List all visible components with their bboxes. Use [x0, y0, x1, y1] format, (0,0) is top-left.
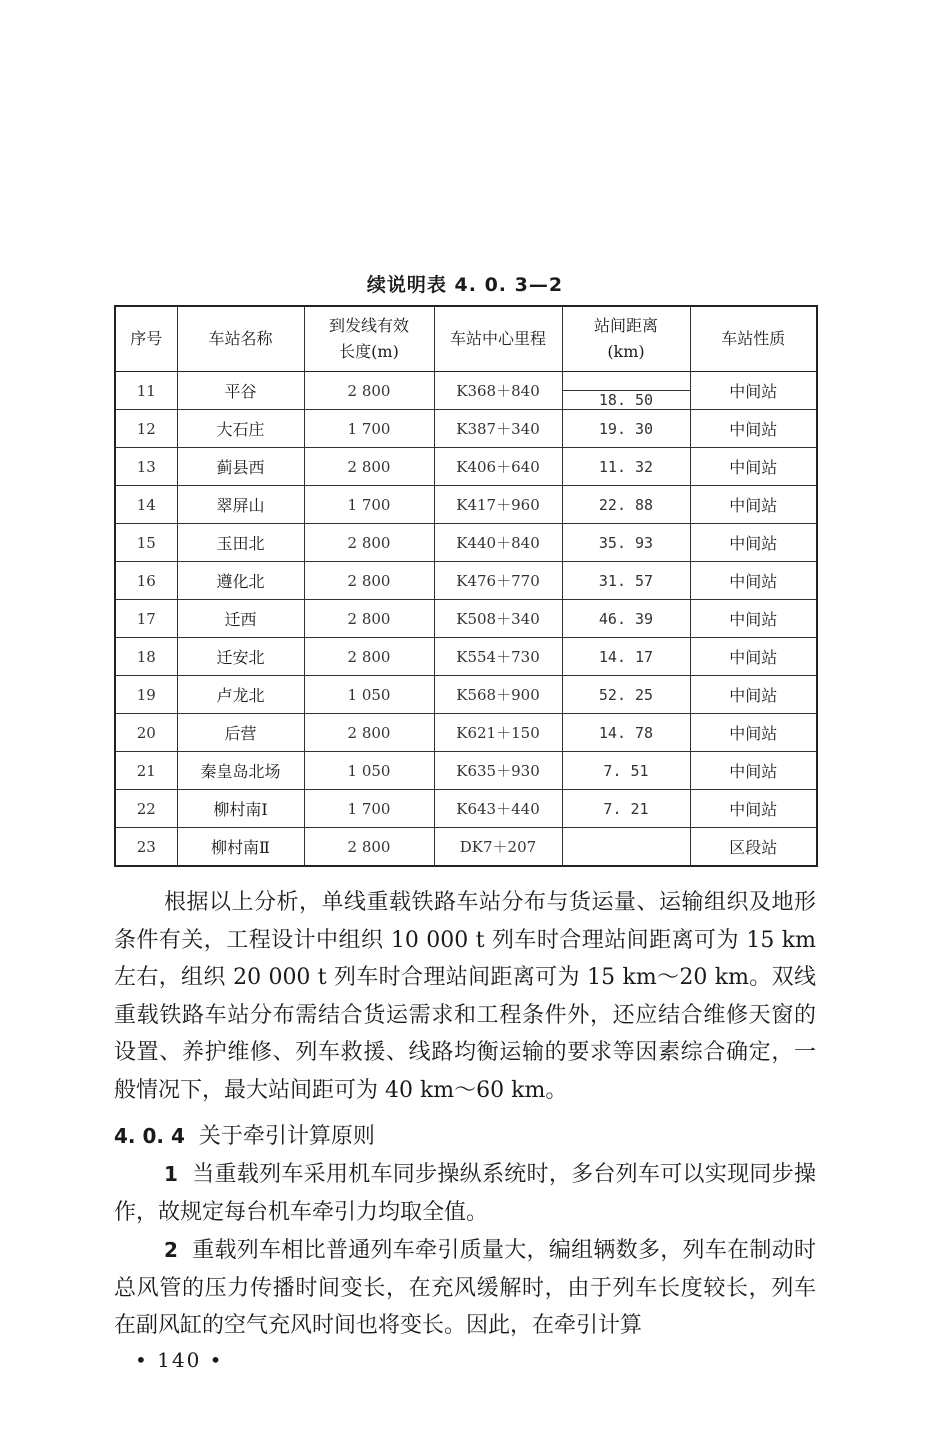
section-title: 关于牵引计算原则: [198, 1124, 375, 1149]
cell-station-name: 秦皇岛北场: [177, 752, 304, 790]
cell-distance: 31. 57: [562, 562, 690, 600]
cell-distance: 7. 21: [562, 790, 690, 828]
header-mileage: 车站中心里程: [434, 306, 562, 372]
cell-station-type: 中间站: [690, 752, 817, 790]
cell-station-name: 柳村南Ⅰ: [177, 790, 304, 828]
cell-length: 2 800: [304, 562, 434, 600]
cell-station-type: 区段站: [690, 828, 817, 867]
cell-no: 20: [115, 714, 177, 752]
item-2-text: 重载列车相比普通列车牵引质量大，编组辆数多，列车在制动时总风管的压力传播时间变长，在充风缓解时，由于列车长度较长，列车在副风缸的空气充风时间也将变长。因此，在牵引计算: [114, 1238, 816, 1339]
cell-station-name: 迁安北: [177, 638, 304, 676]
cell-station-name: 柳村南Ⅱ: [177, 828, 304, 867]
cell-distance: 14. 17: [562, 638, 690, 676]
table-header-row: [115, 306, 817, 372]
cell-no: 16: [115, 562, 177, 600]
cell-no: 13: [115, 448, 177, 486]
cell-length: 1 700: [304, 410, 434, 448]
header-length: [304, 306, 434, 372]
header-distance: [562, 306, 690, 372]
cell-station-name: 遵化北: [177, 562, 304, 600]
section-heading: [114, 1118, 375, 1156]
cell-no: 23: [115, 828, 177, 867]
item-1-text: 当重载列车采用机车同步操纵系统时，多台列车可以实现同步操作，故规定每台机车牵引力均取全值。: [114, 1162, 816, 1225]
item-1-number: 1: [164, 1162, 178, 1186]
cell-station-name: 迁西: [177, 600, 304, 638]
item-2-number: 2: [164, 1238, 178, 1262]
cell-distance: 14. 78: [562, 714, 690, 752]
header-name: 车站名称: [177, 306, 304, 372]
cell-length: 2 800: [304, 372, 434, 410]
cell-mileage: K476＋770: [434, 562, 562, 600]
cell-station-type: 中间站: [690, 676, 817, 714]
cell-length: 2 800: [304, 524, 434, 562]
cell-mileage: K568＋900: [434, 676, 562, 714]
page-number: • 140 •: [135, 1348, 224, 1372]
cell-no: 11: [115, 372, 177, 410]
cell-no: 18: [115, 638, 177, 676]
cell-station-name: 卢龙北: [177, 676, 304, 714]
cell-distance: 52. 25: [562, 676, 690, 714]
cell-distance: 22. 88: [562, 486, 690, 524]
header-distance-line1: 站间距离: [593, 316, 658, 335]
cell-mileage: K417＋960: [434, 486, 562, 524]
cell-station-type: 中间站: [690, 562, 817, 600]
cell-mileage: DK7＋207: [434, 828, 562, 867]
cell-station-type: 中间站: [690, 448, 817, 486]
cell-distance: 18. 50: [562, 391, 690, 410]
cell-station-type: 中间站: [690, 638, 817, 676]
cell-station-type: 中间站: [690, 486, 817, 524]
station-table: [114, 305, 818, 867]
cell-distance: 35. 93: [562, 524, 690, 562]
section-number: 4. 0. 4: [114, 1124, 185, 1148]
cell-length: 1 050: [304, 676, 434, 714]
cell-length: 2 800: [304, 714, 434, 752]
cell-no: 14: [115, 486, 177, 524]
header-length-line1: 到发线有效: [328, 316, 409, 335]
cell-station-name: 蓟县西: [177, 448, 304, 486]
header-type: 车站性质: [690, 306, 817, 372]
cell-length: 1 050: [304, 752, 434, 790]
cell-station-name: 玉田北: [177, 524, 304, 562]
cell-length: 2 800: [304, 828, 434, 867]
cell-mileage: K406＋640: [434, 448, 562, 486]
cell-station-name: 平谷: [177, 372, 304, 410]
table-row: [115, 372, 817, 391]
cell-length: 2 800: [304, 638, 434, 676]
cell-station-type: 中间站: [690, 372, 817, 410]
cell-mileage: K368＋840: [434, 372, 562, 410]
cell-distance: 11. 32: [562, 448, 690, 486]
cell-no: 19: [115, 676, 177, 714]
header-length-line2: 长度(m): [339, 342, 399, 361]
cell-station-type: 中间站: [690, 714, 817, 752]
table-caption: 续说明表 4. 0. 3—2: [366, 274, 564, 296]
cell-station-type: 中间站: [690, 524, 817, 562]
cell-distance: 46. 39: [562, 600, 690, 638]
table-body: [115, 372, 817, 867]
cell-distance-empty: [562, 372, 690, 391]
cell-no: 17: [115, 600, 177, 638]
cell-mileage: K508＋340: [434, 600, 562, 638]
item-2-paragraph: [114, 1232, 816, 1345]
item-1-paragraph: [114, 1156, 816, 1231]
cell-no: 21: [115, 752, 177, 790]
cell-no: 22: [115, 790, 177, 828]
cell-station-name: 翠屏山: [177, 486, 304, 524]
cell-no: 15: [115, 524, 177, 562]
cell-length: 2 800: [304, 600, 434, 638]
header-no: 序号: [115, 306, 177, 372]
cell-length: 1 700: [304, 790, 434, 828]
cell-mileage: K621＋150: [434, 714, 562, 752]
header-distance-line2: (km): [607, 342, 645, 361]
cell-mileage: K554＋730: [434, 638, 562, 676]
cell-distance: 19. 30: [562, 410, 690, 448]
cell-no: 12: [115, 410, 177, 448]
cell-distance: 7. 51: [562, 752, 690, 790]
cell-station-type: 中间站: [690, 410, 817, 448]
cell-station-name: 后营: [177, 714, 304, 752]
cell-mileage: K440＋840: [434, 524, 562, 562]
cell-mileage: K635＋930: [434, 752, 562, 790]
cell-mileage: K643＋440: [434, 790, 562, 828]
cell-station-type: 中间站: [690, 790, 817, 828]
cell-distance: [562, 828, 690, 867]
cell-length: 2 800: [304, 448, 434, 486]
paragraph-station-distribution: 根据以上分析，单线重载铁路车站分布与货运量、运输组织及地形条件有关，工程设计中组织 10 000 t 列车时合理站间距离可为 15 km 左右，组织 20 000 t 列车时合理站间距离可为 15 km～20 km。双线重载铁路车站分布需结合货运需求和工程条件外，还应结合维修天窗的设置、养护维修、列车救援、线路均衡运输的要求等因素综合确定，一般情况下，最大站间距可为 40 km～60 km。: [114, 890, 816, 1103]
cell-station-type: 中间站: [690, 600, 817, 638]
cell-length: 1 700: [304, 486, 434, 524]
cell-mileage: K387＋340: [434, 410, 562, 448]
cell-station-name: 大石庄: [177, 410, 304, 448]
